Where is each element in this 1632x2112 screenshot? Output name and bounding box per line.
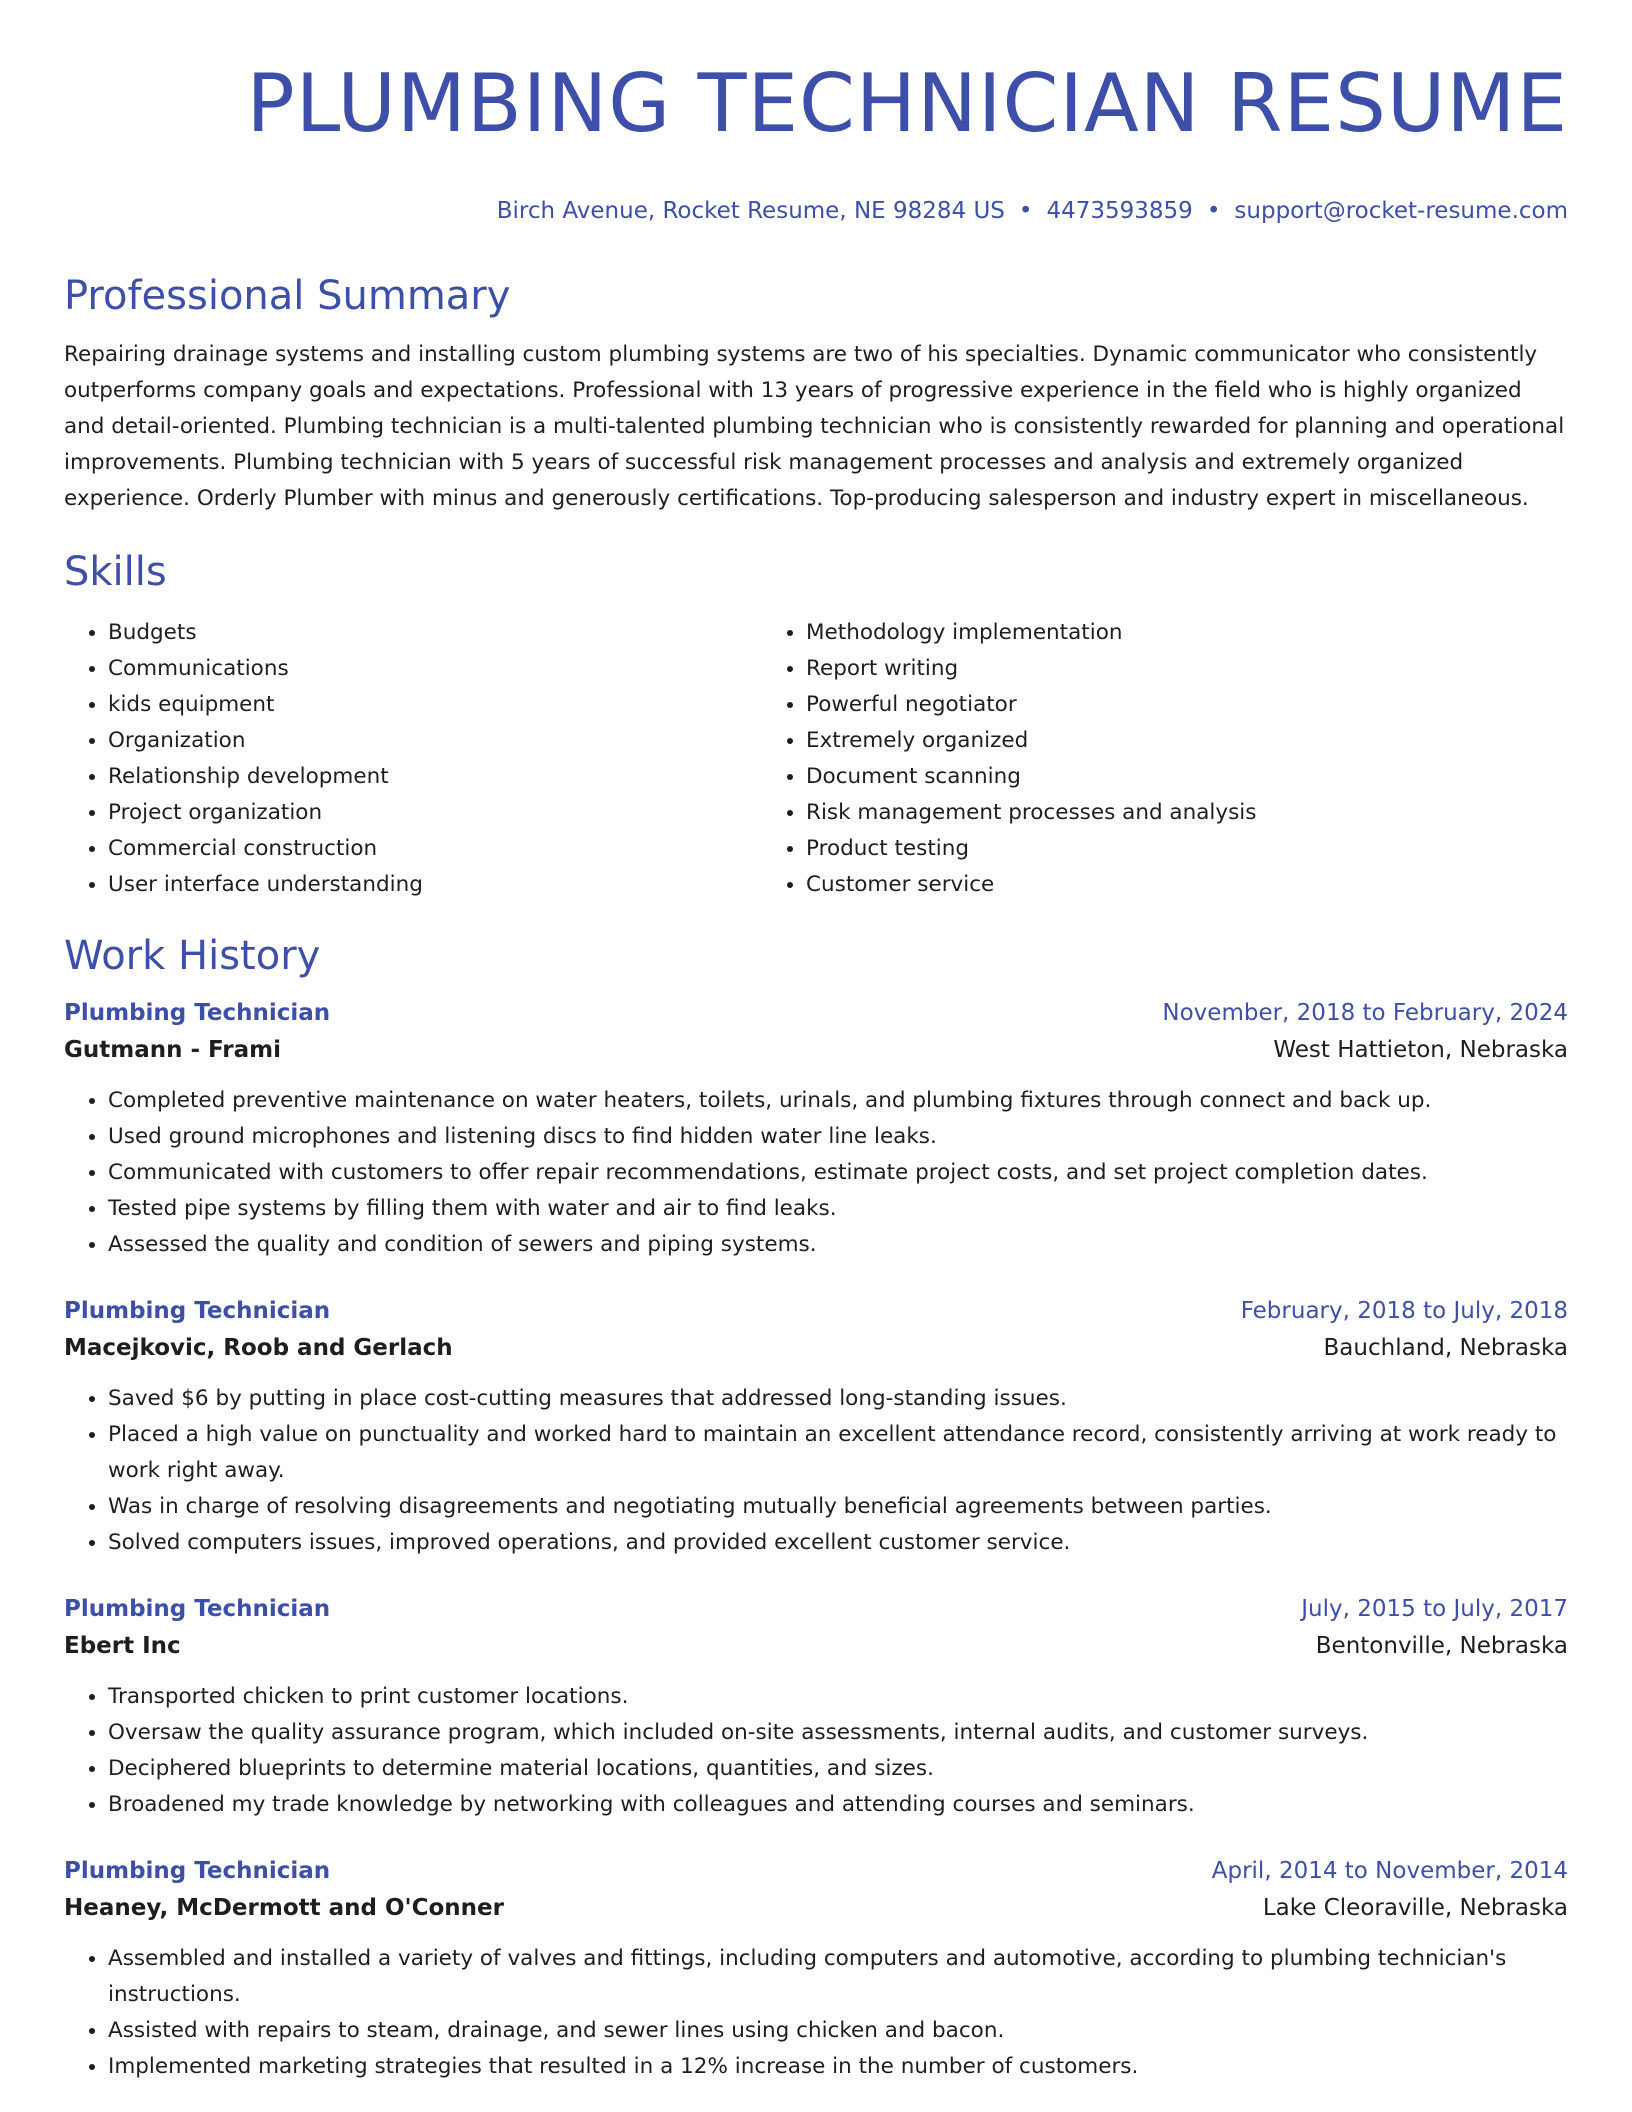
skills-heading: Skills	[64, 549, 167, 595]
skills-column-right	[762, 615, 1460, 903]
skill-item: • Communications	[108, 651, 762, 687]
job-location: West Hattieton, Nebraska	[1273, 1037, 1568, 1063]
job-title: Plumbing Technician	[64, 1596, 331, 1622]
job-header	[64, 995, 1568, 1031]
skill-item: • Document scanning	[806, 759, 1460, 795]
job-bullet: • Assisted with repairs to steam, drainage, and sewer lines using chicken and bacon.	[108, 2013, 1568, 2049]
contact-separator: •	[1018, 198, 1033, 224]
skill-item: • Report writing	[806, 651, 1460, 687]
job-header	[64, 1591, 1568, 1627]
job-bullets	[64, 1941, 1568, 2085]
job-location: Bauchland, Nebraska	[1323, 1335, 1568, 1361]
job-subheader	[64, 1031, 1568, 1069]
job-subheader	[64, 1329, 1568, 1367]
job-subheader	[64, 1627, 1568, 1665]
contact-separator: •	[1206, 198, 1221, 224]
job-bullets	[64, 1381, 1568, 1561]
job-title: Plumbing Technician	[64, 1858, 331, 1884]
job-bullet: • Implemented marketing strategies that resulted in a 12% increase in the number of customers.	[108, 2049, 1568, 2085]
job-company: Macejkovic, Roob and Gerlach	[64, 1335, 453, 1361]
job-bullet: • Was in charge of resolving disagreements and negotiating mutually beneficial agreements between parties.	[108, 1489, 1568, 1525]
job-bullet: • Assembled and installed a variety of valves and fittings, including computers and automotive, according to plumbing technician's instructions.	[108, 1941, 1568, 2013]
job-dates: February, 2018 to July, 2018	[1240, 1298, 1568, 1324]
job-dates: July, 2015 to July, 2017	[1301, 1596, 1568, 1622]
contact-email: support@rocket-resume.com	[1234, 198, 1568, 224]
skill-item: • Product testing	[806, 831, 1460, 867]
job-subheader	[64, 1889, 1568, 1927]
job-bullet: • Oversaw the quality assurance program, which included on-site assessments, internal audits, and customer surveys.	[108, 1715, 1568, 1751]
skill-item: • Methodology implementation	[806, 615, 1460, 651]
job-dates: November, 2018 to February, 2024	[1162, 1000, 1568, 1026]
skill-item: • Risk management processes and analysis	[806, 795, 1460, 831]
job-bullet: • Assessed the quality and condition of sewers and piping systems.	[108, 1227, 1568, 1263]
job-bullet: • Broadened my trade knowledge by networking with colleagues and attending courses and seminars.	[108, 1787, 1568, 1823]
job-dates: April, 2014 to November, 2014	[1211, 1858, 1568, 1884]
job-location: Lake Cleoraville, Nebraska	[1262, 1895, 1568, 1921]
work-history-heading: Work History	[64, 933, 321, 979]
skill-item: • User interface understanding	[108, 867, 762, 903]
job-bullet: • Placed a high value on punctuality and worked hard to maintain an excellent attendance record, consistently arriving at work ready to work right away.	[108, 1417, 1568, 1489]
job-bullet: • Transported chicken to print customer locations.	[108, 1679, 1568, 1715]
skill-item: • Commercial construction	[108, 831, 762, 867]
job-bullet: • Communicated with customers to offer repair recommendations, estimate project costs, and set project completion dates.	[108, 1155, 1568, 1191]
job-location: Bentonville, Nebraska	[1315, 1633, 1568, 1659]
job-bullet: • Solved computers issues, improved operations, and provided excellent customer service.	[108, 1525, 1568, 1561]
skill-item: • kids equipment	[108, 687, 762, 723]
skill-item: • Budgets	[108, 615, 762, 651]
skills-column-left	[64, 615, 762, 903]
contact-line	[64, 196, 1568, 226]
contact-address: Birch Avenue, Rocket Resume, NE 98284 US	[496, 198, 1005, 224]
summary-heading: Professional Summary	[64, 273, 511, 319]
job-title: Plumbing Technician	[64, 1298, 331, 1324]
contact-phone: 4473593859	[1046, 198, 1193, 224]
job-bullet: • Used ground microphones and listening discs to find hidden water line leaks.	[108, 1119, 1568, 1155]
skill-item: • Relationship development	[108, 759, 762, 795]
skills-list	[64, 615, 1568, 903]
job-entry	[64, 1591, 1568, 1823]
skill-item: • Customer service	[806, 867, 1460, 903]
job-entry	[64, 1853, 1568, 2085]
job-header	[64, 1853, 1568, 1889]
job-company: Gutmann - Frami	[64, 1037, 281, 1063]
job-company: Ebert Inc	[64, 1633, 181, 1659]
job-bullet: • Deciphered blueprints to determine material locations, quantities, and sizes.	[108, 1751, 1568, 1787]
skill-item: • Extremely organized	[806, 723, 1460, 759]
summary-text: Repairing drainage systems and installing custom plumbing systems are two of his specialties. Dynamic communicator who consistently outperforms company goals and expectations. Professional with 13 years of progressive experience in the field who is highly organized and detail-oriented. Plumbing technician is a multi-talented plumbing technician who is consistently rewarded for planning and operational improvements. Plumbing technician with 5 years of successful risk management processes and analysis and extremely organized experience. Orderly Plumber with minus and generously certifications. Top-producing salesperson and industry expert in miscellaneous.	[64, 342, 1565, 511]
job-entry	[64, 1293, 1568, 1561]
job-bullet: • Saved $6 by putting in place cost-cutting measures that addressed long-standing issues.	[108, 1381, 1568, 1417]
resume-page	[64, 0, 1568, 2085]
job-entry	[64, 995, 1568, 1263]
resume-title: PLUMBING TECHNICIAN RESUME	[246, 57, 1568, 150]
job-company: Heaney, McDermott and O'Conner	[64, 1895, 504, 1921]
job-bullets	[64, 1679, 1568, 1823]
skill-item: • Organization	[108, 723, 762, 759]
job-bullets	[64, 1083, 1568, 1263]
skill-item: • Powerful negotiator	[806, 687, 1460, 723]
skill-item: • Project organization	[108, 795, 762, 831]
job-bullet: • Tested pipe systems by filling them with water and air to find leaks.	[108, 1191, 1568, 1227]
job-title: Plumbing Technician	[64, 1000, 331, 1026]
job-bullet: • Completed preventive maintenance on water heaters, toilets, urinals, and plumbing fixtures through connect and back up.	[108, 1083, 1568, 1119]
job-header	[64, 1293, 1568, 1329]
